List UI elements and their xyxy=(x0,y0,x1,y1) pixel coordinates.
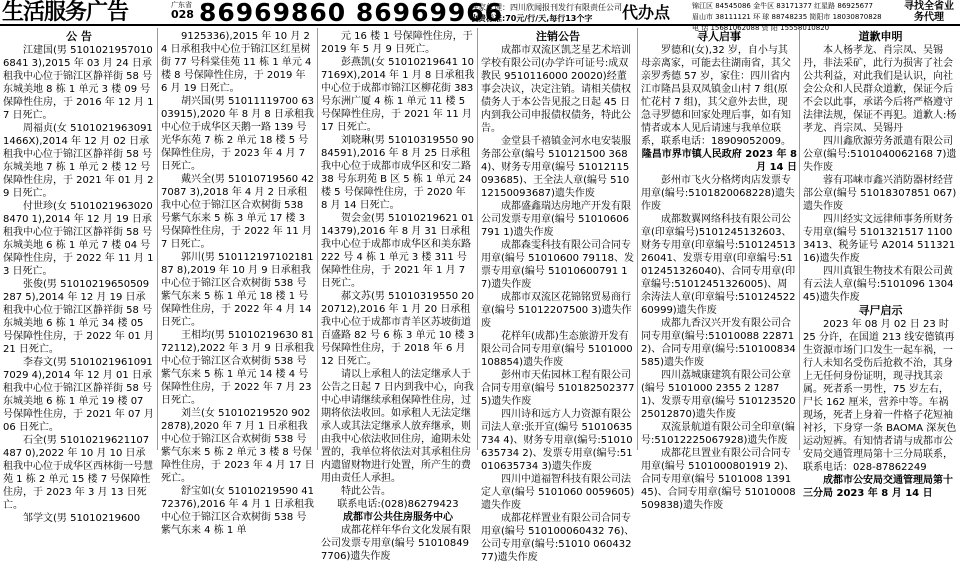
notice-paragraph: 邹学文(男 51010219600 xyxy=(23,513,141,524)
location-line: 电 话 15681062088 资 阳 15558010820 xyxy=(692,24,830,32)
notice-paragraph: 罗德和(女),32 岁，自小与其母亲离家，可能去往湖南省，其父亲罗秀德 57 岁，家住：四川省内江市隆昌县双凤镇金山村 7 组(原忙花村 7 组)，其父意外去世，现急寻罗德和回家处理后事，如有知情者或本人见后请速与我单位联系，联系电话：18909052009。 xyxy=(641,45,791,147)
notice-paragraph: 郭川(男 51011219710218187 8),2019 年 10 月 9 日承租我中心位于锦江区合欢树街 538 号紫气东来 5 栋 1 单元 18 楼 1 号保障性住房，于 2022 年 4 月 14 日死亡。 xyxy=(161,252,314,328)
notice-paragraph: 成都盛鑫瑞达房地产开发有限公司发票专用章(编号 51010606791 1)遗失作废 xyxy=(481,201,631,238)
notice-paragraph: 花样年(成都)生态旅游开发有限公司合同专用章(编号 5101000108854)遗失作废 xyxy=(481,331,633,368)
phone-2: 86969966 xyxy=(355,0,504,27)
notice-paragraph: 成都数翼网络科技有限公司公章(印章编号)5101245132603、财务专用章(印章编号:51012451326041、发票专用章(印章编号:51012451326040)、合同专用章(印章编号:51012451326005)、周余涛法人章(印章编号:51012452260999)遗失作废 xyxy=(641,214,796,316)
area-code-block xyxy=(171,1,194,20)
notice-paragraph: 贺会金(男 51010219621 0114379),2016 年 8 月 31 日承租我中心位于成都市成华区和美东路 222 号 4 栋 1 单元 3 楼 311 号保障性住房，于 2021 年 1 月 7 日死亡。 xyxy=(321,213,474,289)
location-line: 眉山市 38111121 环 球 88748235 简阳市 18030870828 xyxy=(692,13,882,21)
notice-paragraph: 四川中道福智科技有限公司法定人章(编号 5101060 0059605)遗失作废 xyxy=(481,474,635,511)
notice-paragraph: 彭燕凯(女 51010219641 107169X),2014 年 1 月 8 日承租我中心位于成都市锦江区柳花街 383 号东洲广厦 4 栋 1 单元 11 楼 5 号保障性住房，于 2021 年 11 月 17 日死亡。 xyxy=(321,57,475,133)
notice-paragraph: 成都森雯科技有限公司合同专用章(编号 51010600 79118、发票专用章(编号 51010600791 17)遗失作废 xyxy=(481,240,634,290)
price-text: 收费标准:70元/行/天,每行13个字 xyxy=(470,14,593,23)
notice-paragraph: 刘兰(女 51010219520 9022878),2020 年 7 月 1 日承租我中心位于锦江区合欢树街 538 号紫气东来 5 栋 2 单元 3 楼 8 号保障性住房，于 2023 年 4 月 17 日死亡。 xyxy=(161,408,315,484)
notice-paragraph: 成都花旦置业有限公司合同专用章(编号 5101000801919 2)、合同专用章(编号 5101008 139145)、合同专用章(编号 51010008509838)遗失作废 xyxy=(641,448,796,511)
notice-paragraph: 四川经实文远律师事务所财务专用章(编号 5101321517 11003413、税务证号 A2014 51132116)遗失作废 xyxy=(803,214,956,264)
notice-paragraph: 四川鑫欣源劳务派遣有限公司公章(编号:5101040062168 7)遗失作废 xyxy=(803,136,957,173)
notice-paragraph: 元 16 楼 1 号保障性住房，于 2019 年 5 月 9 日死亡。 xyxy=(321,31,473,55)
notice-paragraph: 金堂县千禧镇金河水电安装服务部公章(编号 510121500 3684)、财务专用章(编号 51012115093685)、王全法人章(编号 51012150093687)遗失作废 xyxy=(481,136,631,199)
section-heading: 寻人启事 xyxy=(697,30,741,43)
notice-paragraph: 王相均(男 51010219630 8172112),2022 年 3 月 9 日承租我中心位于锦江区合欢树街 538 号紫气东来 5 栋 1 单元 14 楼 4 号保障性住房，于 2022 年 7 月 23 日死亡。 xyxy=(161,330,314,406)
column-5 xyxy=(638,28,800,511)
notice-paragraph: 9125336),2015 年 10 月 24 日承租我中心位于锦江区红星树街 77 号科棠佳苑 11 栋 1 单元 4 楼 8 号保障性住房，于 2019 年 6 月 19 日死亡。 xyxy=(161,31,312,94)
notice-paragraph: 成都市双流区凯芝星艺术培训学校有限公司(办学许可证号:成双教民 9510116000 20020)经董事会决议，决定注销。请相关债权债务人于本公告见报之日起 45 日内到我公司申报债权债务，特此公告。 xyxy=(481,45,631,134)
notice-paragraph: 本人杨孝龙、肖宗凤、吴锡丹，非法采矿，此行为损害了社会公共利益，对此我们是认识，向社会公众和人民群众道歉，保证今后不会以此事，承诺今后将严格遵守法律法规，保证不再犯。道歉人:杨孝龙、肖宗凤、吴锡丹 xyxy=(803,45,957,134)
phone-1: 86969860 xyxy=(199,0,347,27)
notice-paragraph: 戴兴全(男 51010719560 427087 3),2018 年 4 月 2 日承租我中心位于锦江区合欢树街 538 号紫气东来 5 栋 3 单元 17 楼 3 号保障性住房，于 2022 年 11 月 7 日死亡。 xyxy=(161,174,314,250)
notice-paragraph: 刘晓琳(男 51010319550 9084591),2016 年 8 月 25 日承租我中心位于成都市成华区和安二路 38 号东玥苑 B 区 5 栋 1 单元 24 楼 5 号保障性住房，于 2020 年 8 月 14 日死亡。 xyxy=(321,135,474,211)
location-line: 锦江区 84545086 金牛区 83171377 红星路 86925677 xyxy=(692,2,874,10)
issuer-name: 成都市公共住房服务中心 xyxy=(343,512,453,523)
newspaper-header xyxy=(0,0,960,32)
hotline-numbers xyxy=(199,0,503,27)
column-4 xyxy=(478,28,638,563)
notice-paragraph: 成都市双流区花锦铭贸易商行章(编号 51012207500 3)遗失作废 xyxy=(481,292,632,329)
ad-columns xyxy=(0,28,960,563)
contact-phone: 联系电话:(028)86279423 xyxy=(337,499,459,510)
notice-paragraph: 四川诗和远方人力资源有限公司法人章:张开宣(编号 51010635734 4)、财务专用章(编号:51010635734 2)、发票专用章(编号:51010635734 3)遗失作废 xyxy=(481,409,633,472)
area-code: 028 xyxy=(171,8,194,21)
column-6 xyxy=(800,28,960,499)
notice-paragraph: 成都九香汉兴开发有限公司合同专用章(编号:51010088 228712)、合同专用章(编号:510100834585)遗失作废 xyxy=(641,318,796,368)
notice-paragraph: 付世珍(女 51010219630208470 1),2014 年 12 月 19 日承租我中心位于锦江区静祥街 58 号东城美地 6 栋 1 单元 7 楼 04 号保障性住房，于 2022 年 11 月 13 日死亡。 xyxy=(3,201,154,277)
notice-paragraph: 成都花样置业有限公司合同专用章(编号 510100060432 76)、公司专用章(编号:51010 06043277)遗失作废 xyxy=(481,513,635,563)
notice-paragraph: 成都花样年华台文化发展有限公司发票专用章(编号 510108497706)遗失作废 xyxy=(321,525,471,562)
notice-paragraph: 郝文苏(男 51010319550 2020712),2016 年 1 月 20 日承租我中心位于成都市青羊区苏坡街道百盛路 82 号 6 栋 3 单元 10 楼 3 号保障性住房，于 2018 年 6 月 12 日死亡。 xyxy=(321,291,475,367)
sponsor-price-block xyxy=(470,2,622,24)
issuer-date: 成都市公安局交通管理局第十三分局 2023 年 8 月 14 日 xyxy=(803,475,953,499)
column-1 xyxy=(0,28,158,524)
notice-paragraph: 蓉有邛崃市鑫兴消防器材经营部公章(编号 51018307851 067)遗失作废 xyxy=(803,175,957,212)
notice-paragraph: 请以上承租人的法定继承人于公告之日起 7 日内到我中心，向我中心申请继续承租保障性住房，过期将依法收回。如承租人无法定继承人或其法定继承人放弃继承，则由我中心依法收回住房，逾期未处置的，我单位将依法对其承租住房内遗留财物进行处置，所产生的费用由责任人承担。 xyxy=(321,369,474,484)
notice-paragraph: 彭州市飞火分格烤肉店发票专用章(编号:5101820068228)遗失作废 xyxy=(641,175,795,212)
notice-paragraph: 李春文(男 51010219610917029 4),2014 年 12 月 01 日承租我中心位于锦江区静祥街 58 号东城美地 6 栋 1 单元 19 楼 07 号保障性住房，于 2021 年 07 月 06 日死亡。 xyxy=(3,357,154,433)
notice-paragraph: 胡兴国(男 51011119700 6303915),2020 年 8 月 8 日承租我中心位于成华区天鹅一路 139 号光华东苑 7 栋 2 单元 18 楼 5 号保障性住房，于 2023 年 4 月 7 日死亡。 xyxy=(161,96,314,172)
notice-paragraph: 彭州市天佑园林工程有限公司合同专用章(编号 5101825023775)遗失作废 xyxy=(481,370,635,407)
notice-paragraph: 周福贞(女 51010219630911466X),2014 年 12 月 02 日承租我中心位于锦江区静祥街 58 号东城美地 7 栋 1 单元 2 楼 12 号保障性住房，于 2021 年 01 月 29 日死亡。 xyxy=(3,123,154,199)
notice-paragraph: 江建国(男 51010219570106841 3),2015 年 03 月 24 日承租我中心位于锦江区静祥街 58 号东城美地 8 栋 1 单元 3 楼 09 号保障性住房，于 2016 年 12 月 17 日死亡。 xyxy=(3,45,154,121)
issuer-date: 隆昌市界市镇人民政府 2023 年 8 月 14 日 xyxy=(641,149,797,173)
section-heading: 公 告 xyxy=(66,30,92,43)
notice-paragraph: 石全(男 51010219621107487 0),2022 年 10 月 10 日承租我中心位于成华区西林街一号慧苑 1 栋 2 单元 15 楼 7 号保障性住房，于 2023 年 3 月 13 日死亡。 xyxy=(3,435,153,511)
section-heading: 寻尸启示 xyxy=(858,304,903,317)
column-3 xyxy=(318,28,478,562)
section-heading: 道歉申明 xyxy=(858,30,903,43)
notice-paragraph: 张俊(男 51010219650509287 5),2014 年 12 月 19 日承租我中心位于锦江区静祥街 58 号东城美地 6 栋 1 单元 34 楼 05 号保障性住房，于 2022 年 01 月 21 日死亡。 xyxy=(3,279,154,355)
notice-paragraph: 舒宝如(女 51010219590 4172376),2016 年 4 月 1 日承租我中心位于锦江区合欢树街 538 号紫气东来 4 栋 1 单 xyxy=(161,486,314,536)
notice-paragraph: 四川真银生物技术有限公司黄有云法人章(编号:5101096 130445)遗失作废 xyxy=(803,266,954,303)
page-title: 生活服务广告 xyxy=(2,0,129,25)
sponsor-text: 独家代理：四川欣闻报刊发行有限责任公司 xyxy=(470,3,622,12)
column-2 xyxy=(158,28,318,536)
area-label: 广东省 xyxy=(171,1,192,9)
notice-paragraph: 四川荔城康建筑有限公司公章(编号 5101000 2355 2 12871)、发票专用章(编号 51012352025012870)遗失作废 xyxy=(641,370,796,420)
slogan: 寻找全省业务代理 xyxy=(904,1,954,23)
section-heading: 注销公告 xyxy=(536,30,580,43)
notice-paragraph: 特此公告。 xyxy=(341,486,391,497)
notice-paragraph: 双流景航道有限公司全印章(编号:51012225067928)遗失作废 xyxy=(641,422,795,446)
notice-paragraph: 2023 年 08 月 02 日 23 时 25 分许，在国道 213 线安德镇再生资源市场门口发生一起车祸，一行人未知名受伤后抢救不治，其身上无任何身份证明，现寻找其亲属。死者系一男性，75 岁左右，尸长 162 厘米，营养中等。车祸现场，死者上身着一件格子花短袖衬衫，下身穿一条 BAOMA 深灰色运动短裤。有知情者请与成都市公安局交通管理局第十三分局联系，联系电话：028-87862249 xyxy=(803,319,957,473)
agent-label: 代办点 xyxy=(622,3,671,22)
